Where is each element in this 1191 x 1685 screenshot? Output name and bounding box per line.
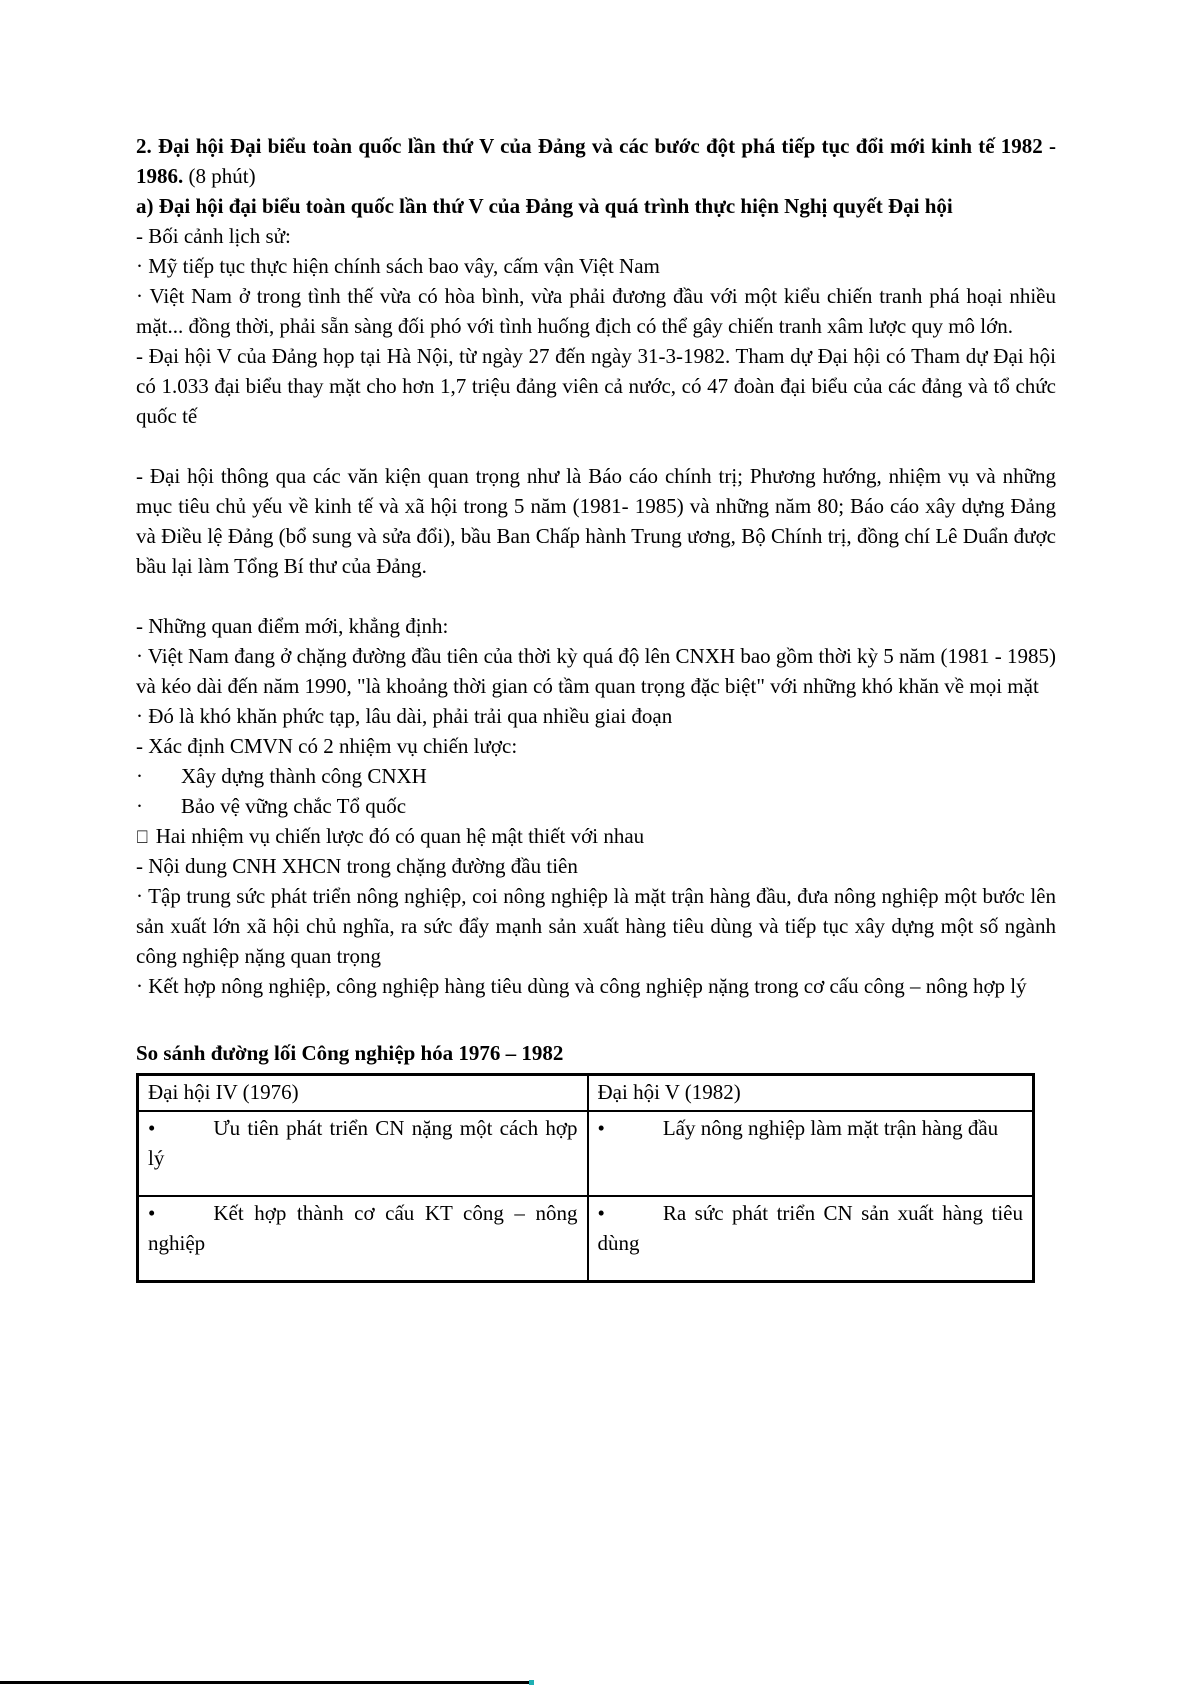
cell-text: Ưu tiên phát triển CN nặng một cách hợp lý	[148, 1116, 578, 1170]
para-quan-diem-moi: - Những quan điểm mới, khẳng định:	[136, 614, 449, 638]
table-header-row	[138, 1075, 1034, 1112]
bullet-vn-tinh-the: · Việt Nam ở trong tình thế vừa có hòa bình, vừa phải đương đầu với một kiểu chiến tranh phá hoại nhiều mặt... đồng thời, phải sẵn sàng đối phó với tình huống địch có thể gây chiến tranh xâm lược quy mô lớn.	[136, 284, 1056, 338]
document-body	[136, 131, 1056, 1283]
comparison-table	[136, 1073, 1035, 1283]
bullet-icon: •	[597, 1201, 605, 1225]
cell-text: Ra sức phát triển CN sản xuất hàng tiêu dùng	[597, 1201, 1023, 1255]
table-cell-ket-hop-co-cau	[138, 1196, 588, 1282]
cell-text: Kết hợp thành cơ cấu KT công – nông nghiệp	[148, 1201, 578, 1255]
bullet-chang-duong-dau: · Việt Nam đang ở chặng đường đầu tiên của thời kỳ quá độ lên CNXH bao gồm thời kỳ 5 năm (1981 - 1985) và kéo dài đến năm 1990, "là khoảng thời gian có tầm quan trọng đặc biệt" với những khó khăn về mọi mặt	[136, 644, 1056, 698]
para-hai-nhiem-vu-text: Hai nhiệm vụ chiến lược đó có quan hệ mật thiết với nhau	[155, 824, 645, 848]
teal-marker-dot	[529, 1680, 534, 1685]
cell-text: Lấy nông nghiệp làm mặt trận hàng đầu	[662, 1116, 999, 1140]
square-box-bullet-icon: □	[137, 824, 148, 848]
heading-duration-note: (8 phút)	[183, 164, 256, 188]
middle-dot-bullet-icon: ·	[136, 794, 143, 818]
list-item-text: Bảo vệ vững chắc Tổ quốc	[181, 794, 407, 818]
table-cell-uu-tien-cn-nang	[138, 1111, 588, 1196]
bullet-my-cam-van: · Mỹ tiếp tục thực hiện chính sách bao vây, cấm vận Việt Nam	[136, 254, 660, 278]
table-row	[138, 1196, 1034, 1282]
table-cell-ra-suc-phat-trien	[588, 1196, 1034, 1282]
para-hai-nhiem-vu	[136, 821, 1056, 851]
bullet-icon: •	[597, 1116, 605, 1140]
blank-line-1	[136, 431, 1056, 461]
heading-section-2	[136, 131, 1056, 191]
para-xac-dinh-cmvn: - Xác định CMVN có 2 nhiệm vụ chiến lược:	[136, 734, 518, 758]
bullet-kho-khan: · Đó là khó khăn phức tạp, lâu dài, phải trải qua nhiều giai đoạn	[136, 704, 673, 728]
para-noi-dung-cnh: - Nội dung CNH XHCN trong chặng đường đầu tiên	[136, 854, 578, 878]
heading-section-2-text: 2. Đại hội Đại biểu toàn quốc lần thứ V của Đảng và các bước đột phá tiếp tục đổi mới kinh tế 1982 - 1986.	[136, 134, 1056, 188]
table-cell-lay-nong-nghiep	[588, 1111, 1034, 1196]
list-item-xay-dung-cnxh	[136, 761, 1056, 791]
bullet-icon: •	[148, 1116, 156, 1140]
list-item-bao-ve-to-quoc	[136, 791, 1056, 821]
heading-sub-a: a) Đại hội đại biểu toàn quốc lần thứ V của Đảng và quá trình thực hiện Nghị quyết Đại hội	[136, 194, 953, 218]
para-dai-hoi-v: - Đại hội V của Đảng họp tại Hà Nội, từ ngày 27 đến ngày 31-3-1982. Tham dự Đại hội có Tham dự Đại hội có 1.033 đại biểu thay mặt cho hơn 1,7 triệu đảng viên cả nước, có 47 đoàn đại biểu của các đảng và tổ chức quốc tế	[136, 344, 1056, 428]
list-item-text: Xây dựng thành công CNXH	[181, 764, 427, 788]
middle-dot-bullet-icon: ·	[136, 764, 143, 788]
para-boi-canh: - Bối cảnh lịch sử:	[136, 224, 291, 248]
table-header-dai-hoi-v: Đại hội V (1982)	[588, 1075, 1034, 1112]
bullet-tap-trung-nong-nghiep: · Tập trung sức phát triển nông nghiệp, coi nông nghiệp là mặt trận hàng đầu, đưa nông nghiệp một bước lên sản xuất lớn xã hội chủ nghĩa, ra sức đẩy mạnh sản xuất hàng tiêu dùng và tiếp tục xây dựng một số ngành công nghiệp nặng quan trọng	[136, 884, 1056, 968]
table-row	[138, 1111, 1034, 1196]
blank-line-2	[136, 581, 1056, 611]
table-title: So sánh đường lối Công nghiệp hóa 1976 – 1982	[136, 1041, 564, 1065]
para-van-kien: - Đại hội thông qua các văn kiện quan trọng như là Báo cáo chính trị; Phương hướng, nhiệm vụ và những mục tiêu chủ yếu về kinh tế và xã hội trong 5 năm (1981- 1985) và những năm 80; Báo cáo xây dựng Đảng và Điều lệ Đảng (bổ sung và sửa đổi), bầu Ban Chấp hành Trung ương, Bộ Chính trị, đồng chí Lê Duẩn được bầu lại làm Tổng Bí thư của Đảng.	[136, 464, 1056, 578]
bullet-ket-hop: · Kết hợp nông nghiệp, công nghiệp hàng tiêu dùng và công nghiệp nặng trong cơ cấu công – nông hợp lý	[136, 974, 1027, 998]
bullet-icon: •	[148, 1201, 156, 1225]
partial-horizontal-rule	[0, 1681, 529, 1684]
table-header-dai-hoi-iv: Đại hội IV (1976)	[138, 1075, 588, 1112]
